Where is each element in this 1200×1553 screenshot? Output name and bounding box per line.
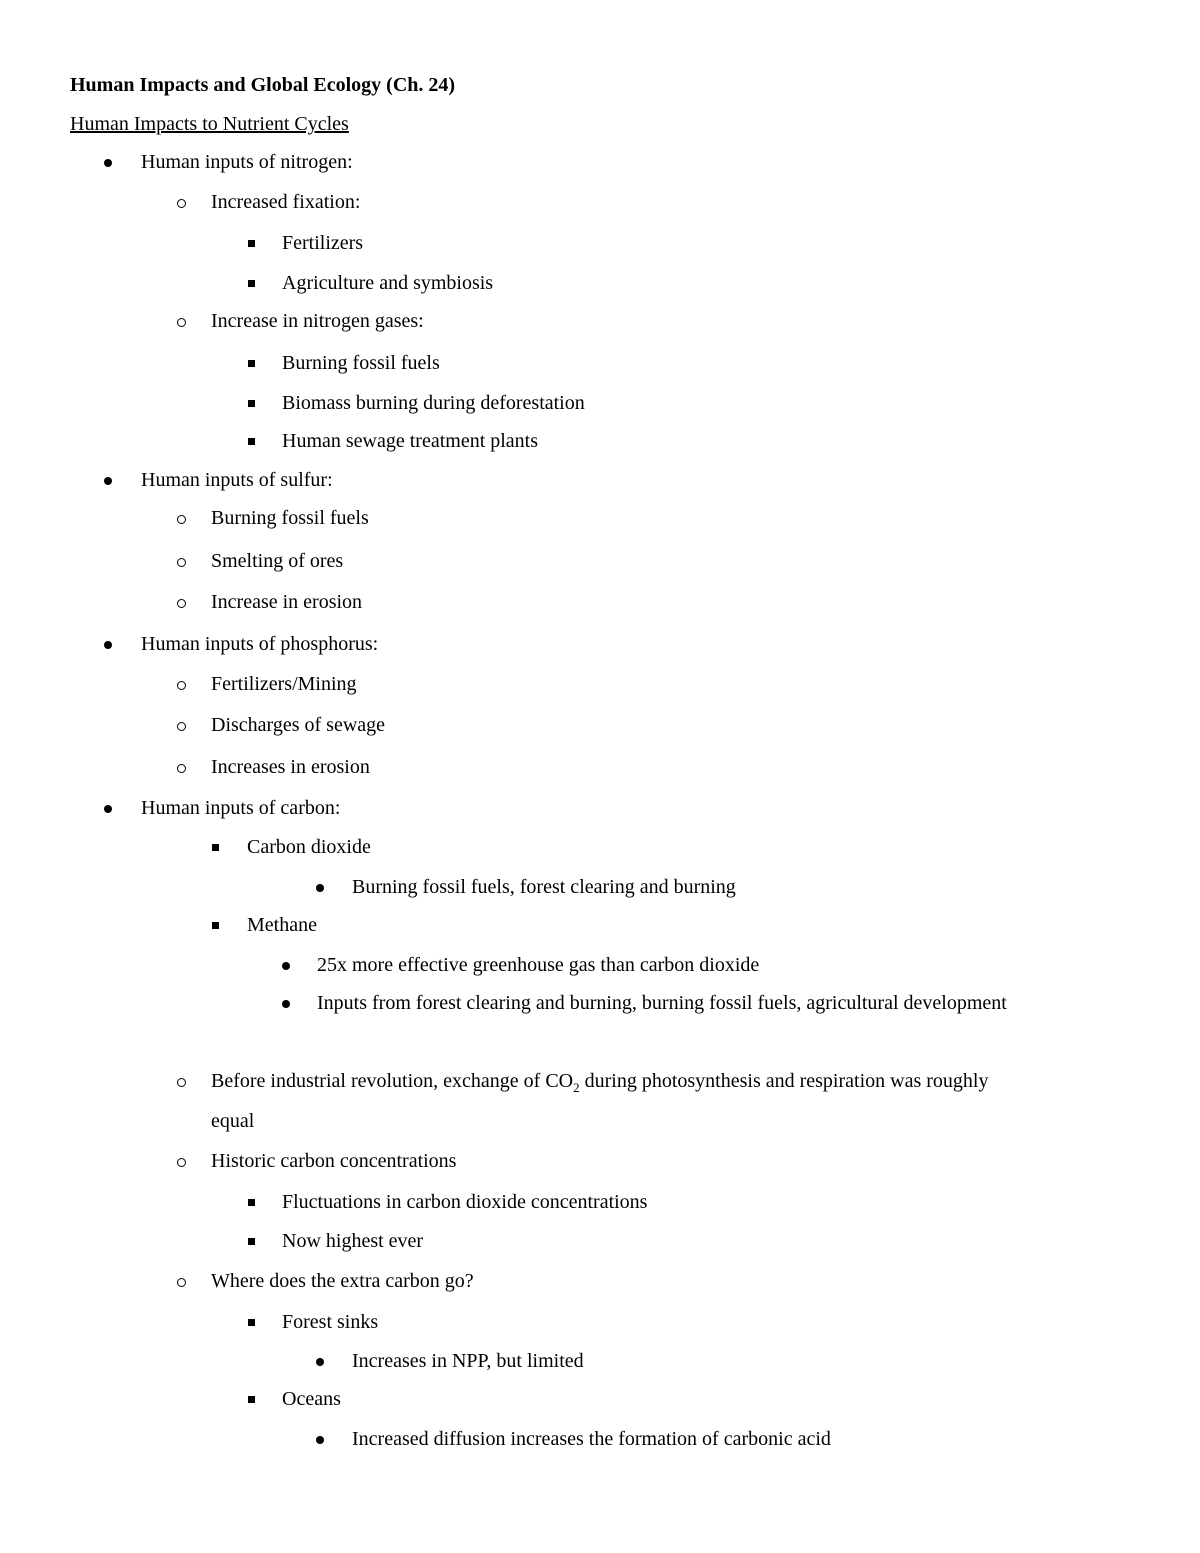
bullet-circle-icon <box>177 599 186 608</box>
bullet-dot-icon <box>282 962 290 970</box>
bullet-dot-icon <box>316 884 324 892</box>
list-item-text: Methane <box>247 914 317 936</box>
list-item-text: Increase in nitrogen gases: <box>211 310 424 332</box>
list-item-text: Inputs from forest clearing and burning, burning fossil fuels, agricultural development <box>317 992 1007 1014</box>
bullet-circle-icon <box>177 681 186 690</box>
bullet-dot-icon <box>316 1436 324 1444</box>
list-item-text: Increased fixation: <box>211 191 361 213</box>
bullet-circle-icon <box>177 1078 186 1087</box>
bullet-square-icon <box>212 844 219 851</box>
bullet-square-icon <box>212 922 219 929</box>
bullet-dot-icon <box>282 1000 290 1008</box>
bullet-square-icon <box>248 1319 255 1326</box>
list-item-text: Human inputs of phosphorus: <box>141 633 379 655</box>
bullet-square-icon <box>248 1396 255 1403</box>
list-item-text: Human sewage treatment plants <box>282 430 539 452</box>
bullet-dot-icon <box>104 477 112 485</box>
bullet-dot-icon <box>104 159 112 167</box>
list-item-text: Smelting of ores <box>211 550 344 572</box>
list-item-text: Increased diffusion increases the formation of carbonic acid <box>352 1428 831 1450</box>
list-item-text: Fertilizers <box>282 232 364 254</box>
list-item-text: Human inputs of sulfur: <box>141 469 333 491</box>
list-item-text: 25x more effective greenhouse gas than carbon dioxide <box>317 954 760 976</box>
list-item-text: Burning fossil fuels <box>282 352 440 374</box>
bullet-circle-icon <box>177 515 186 524</box>
list-item-text: Fluctuations in carbon dioxide concentrations <box>282 1191 648 1213</box>
list-item-text: Carbon dioxide <box>247 836 371 858</box>
bullet-circle-icon <box>177 318 186 327</box>
list-item-text: equal <box>211 1110 255 1132</box>
list-item-text: Where does the extra carbon go? <box>211 1270 474 1292</box>
bullet-circle-icon <box>177 558 186 567</box>
list-item-text: Human inputs of carbon: <box>141 797 341 819</box>
bullet-square-icon <box>248 438 255 445</box>
bullet-square-icon <box>248 280 255 287</box>
bullet-circle-icon <box>177 764 186 773</box>
bullet-circle-icon <box>177 722 186 731</box>
bullet-square-icon <box>248 400 255 407</box>
list-item-text: Forest sinks <box>282 1311 379 1333</box>
list-item-text: Increase in erosion <box>211 591 363 613</box>
list-item-text: Biomass burning during deforestation <box>282 392 585 414</box>
page-title: Human Impacts and Global Ecology (Ch. 24) <box>70 74 456 96</box>
list-item-text: Increases in erosion <box>211 756 370 778</box>
list-item-text: Fertilizers/Mining <box>211 673 357 695</box>
bullet-dot-icon <box>104 641 112 649</box>
bullet-circle-icon <box>177 1278 186 1287</box>
bullet-square-icon <box>248 1199 255 1206</box>
bullet-square-icon <box>248 1238 255 1245</box>
list-item-text: Before industrial revolution, exchange of $CO_2$ during photosynthesis and respiration was roughly <box>211 1070 989 1095</box>
list-item-text: Burning fossil fuels, forest clearing and burning <box>352 876 736 898</box>
list-item-text: Historic carbon concentrations <box>211 1150 457 1172</box>
list-item-text: Agriculture and symbiosis <box>282 272 494 294</box>
list-item-text: Oceans <box>282 1388 341 1410</box>
list-item-text: Discharges of sewage <box>211 714 386 736</box>
bullet-square-icon <box>248 240 255 247</box>
section-heading: Human Impacts to Nutrient Cycles <box>70 113 349 135</box>
list-item-text: Human inputs of nitrogen: <box>141 151 353 173</box>
bullet-square-icon <box>248 360 255 367</box>
list-item-text: Burning fossil fuels <box>211 507 369 529</box>
bullet-circle-icon <box>177 1158 186 1167</box>
list-item-text: Increases in NPP, but limited <box>352 1350 584 1372</box>
bullet-circle-icon <box>177 199 186 208</box>
list-item-text: Now highest ever <box>282 1230 424 1252</box>
bullet-dot-icon <box>316 1358 324 1366</box>
bullet-dot-icon <box>104 805 112 813</box>
